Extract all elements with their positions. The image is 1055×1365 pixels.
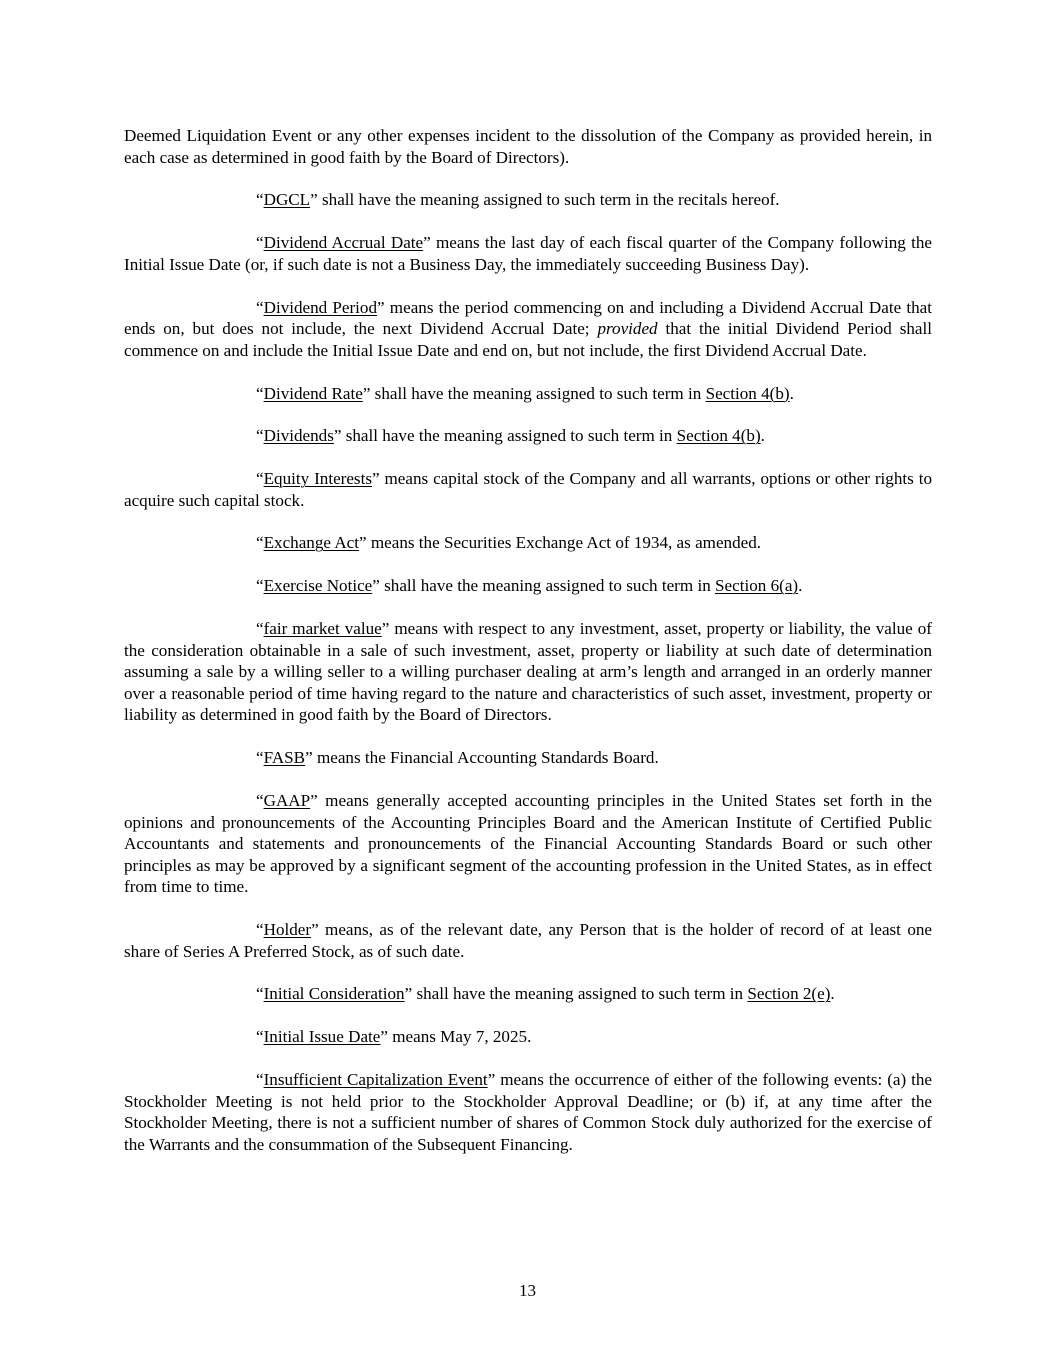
defined-term: Initial Issue Date [263, 1027, 381, 1047]
definition-holder: “Holder” means, as of the relevant date, any Person that is the holder of record of at least one share of Series A Preferred Stock, as of such date. [124, 920, 932, 961]
definition-dividend-accrual-date: “Dividend Accrual Date” means the last day of each fiscal quarter of the Company following the Initial Issue Date (or, if such date is not a Business Day, the immediately succeeding Business Day). [124, 233, 932, 274]
defined-term: FASB [263, 748, 306, 768]
definition-initial-consideration: “Initial Consideration” shall have the meaning assigned to such term in Section 2(e). [256, 984, 835, 1004]
section-reference: Section 4(b) [705, 383, 790, 403]
definition-exercise-notice: “Exercise Notice” shall have the meaning assigned to such term in Section 6(a). [256, 576, 803, 596]
defined-term: fair market value [263, 619, 382, 638]
defined-term: Exchange Act [263, 533, 359, 553]
defined-term: Insufficient Capitalization Event [263, 1070, 488, 1090]
definition-fasb: “FASB” means the Financial Accounting Standards Board. [256, 748, 659, 768]
body-text [124, 125, 932, 1177]
definition-fair-market-value: “fair market value” means with respect to any investment, asset, property or liability, the value of the consideration obtainable in a sale of such investment, asset, property or liability at such date of determination assuming a sale by a willing seller to a willing purchaser dealing at arm’s length and arranged in an orderly manner over a reasonable period of time having regard to the nature and characteristics of such asset, investment, property or liability as determined in good faith by the Board of Directors. [124, 619, 932, 725]
defined-term: Equity Interests [263, 469, 372, 489]
defined-term: GAAP [263, 790, 311, 810]
defined-term: Holder [263, 920, 312, 940]
defined-term: Dividend Rate [263, 383, 363, 403]
defined-term: Exercise Notice [263, 576, 373, 596]
page-number: 13 [518, 1281, 537, 1300]
defined-term: Dividends [263, 426, 334, 446]
section-reference: Section 6(a) [715, 576, 799, 596]
definition-equity-interests: “Equity Interests” means capital stock of the Company and all warrants, options or other rights to acquire such capital stock. [124, 469, 933, 510]
defined-term: Dividend Period [263, 297, 378, 317]
section-reference: Section 2(e) [747, 984, 831, 1004]
definition-initial-issue-date: “Initial Issue Date” means May 7, 2025. [256, 1027, 532, 1047]
defined-term: Dividend Accrual Date [263, 233, 424, 253]
definition-dividend-period: “Dividend Period” means the period commencing on and including a Dividend Accrual Date that ends on, but does not include, the next Dividend Accrual Date; provided that the initial Dividend Period shall commence on and include the Initial Issue Date and end on, but not include, the first Dividend Accrual Date. [124, 297, 932, 360]
definition-dgcl: “DGCL” shall have the meaning assigned to such term in the recitals hereof. [256, 190, 780, 210]
definition-dividends: “Dividends” shall have the meaning assigned to such term in Section 4(b). [256, 426, 765, 446]
definition-insufficient-capitalization-event: “Insufficient Capitalization Event” means the occurrence of either of the following events: (a) the Stockholder Meeting is not held prior to the Stockholder Approval Deadline; or (b) if, at any time after the Stockholder Meeting, there is not a sufficient number of shares of Common Stock duly authorized for the exercise of the Warrants and the consummation of the Subsequent Financing. [124, 1070, 932, 1154]
definition-exchange-act: “Exchange Act” means the Securities Exchange Act of 1934, as amended. [256, 533, 762, 553]
defined-term: Initial Consideration [263, 984, 405, 1004]
section-reference: Section 4(b) [676, 426, 761, 446]
defined-term: DGCL [263, 190, 311, 210]
definition-dividend-rate: “Dividend Rate” shall have the meaning assigned to such term in Section 4(b). [256, 383, 794, 403]
definition-gaap: “GAAP” means generally accepted accounting principles in the United States set forth in the opinions and pronouncements of the Accounting Principles Board and the American Institute of Certified Public Accountants and statements and pronouncements of the Financial Accounting Standards Board or such other principles as may be approved by a significant segment of the accounting profession in the United States, as in effect from time to time. [124, 790, 932, 897]
continuation-paragraph: Deemed Liquidation Event or any other expenses incident to the dissolution of the Company as provided herein, in each case as determined in good faith by the Board of Directors). [124, 126, 932, 167]
